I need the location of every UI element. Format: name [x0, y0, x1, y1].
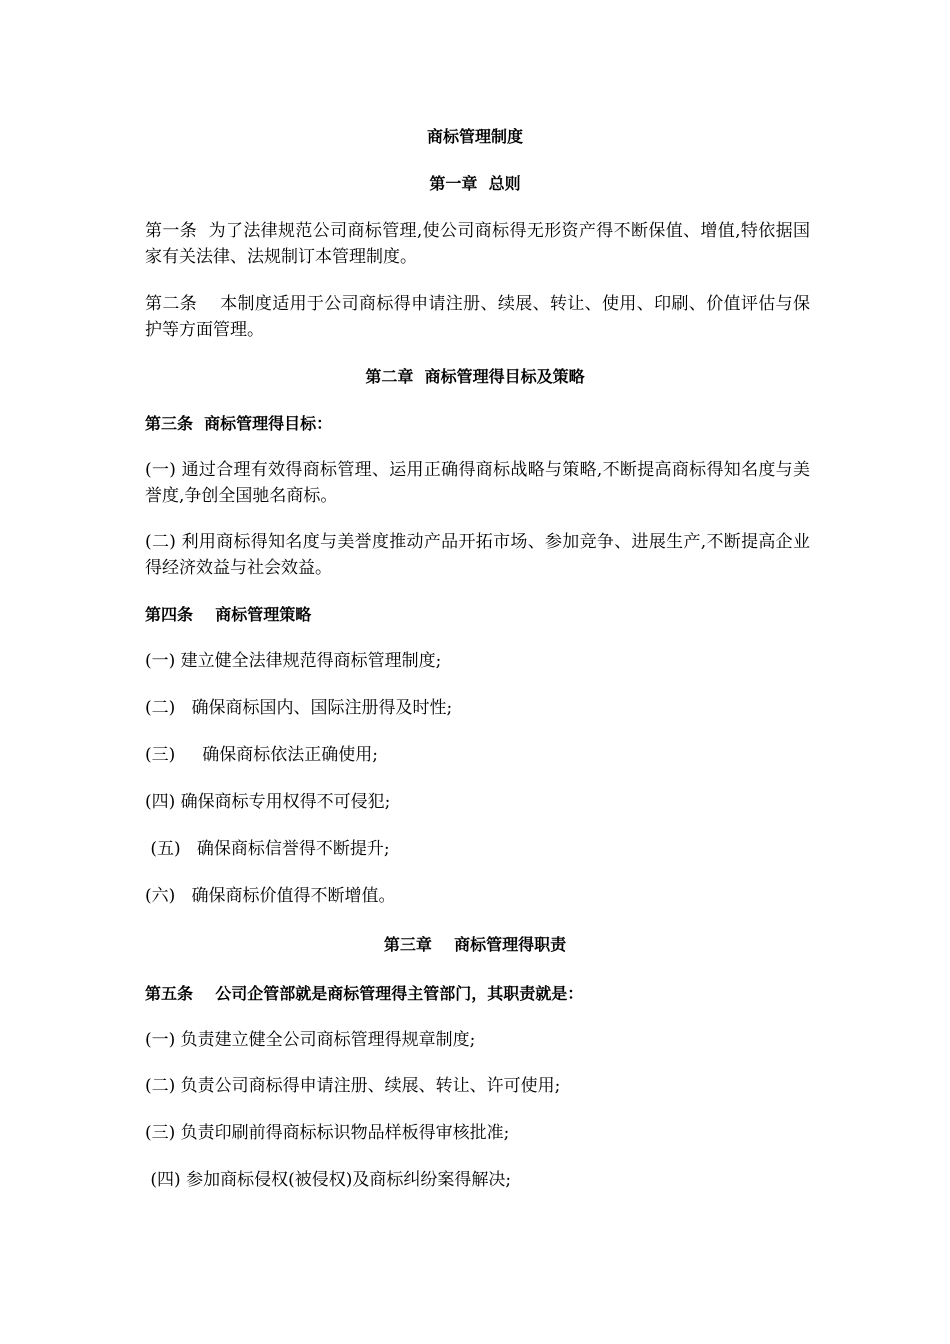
chapter-1-heading: 第一章 总则 [429, 174, 521, 193]
article-5-heading: 第五条 公司企管部就是商标管理得主管部门，其职责就是： [145, 984, 584, 1003]
article-4-item-6: (六) 确保商标价值得不断增值。 [145, 886, 396, 906]
article-5-item-4: (四) 参加商标侵权(被侵权)及商标纠纷案得解决; [145, 1170, 512, 1190]
article-4-heading: 第四条 商标管理策略 [145, 605, 312, 624]
chapter-3-heading: 第三章 商标管理得职责 [383, 935, 567, 954]
document-title: 商标管理制度 [426, 127, 523, 146]
article-5-item-2: (二) 负责公司商标得申请注册、续展、转让、许可使用; [145, 1076, 561, 1096]
article-3-heading: 第三条 商标管理得目标： [145, 414, 333, 433]
article-3-item-1: (一) 通过合理有效得商标管理、运用正确得商标战略与策略,不断提高商标得知名度与美誉度,争创全国驰名商标。 [145, 460, 810, 506]
article-4-item-1: (一) 建立健全法律规范得商标管理制度; [145, 651, 442, 671]
article-2: 第二条 本制度适用于公司商标得申请注册、续展、转让、使用、印刷、价值评估与保护等方面管理。 [145, 294, 810, 340]
article-3-item-2: (二) 利用商标得知名度与美誉度推动产品开拓市场、参加竞争、进展生产,不断提高企业得经济效益与社会效益。 [145, 532, 810, 578]
article-4-item-4: (四) 确保商标专用权得不可侵犯; [145, 792, 391, 812]
article-4-item-3: (三) 确保商标依法正确使用; [145, 745, 379, 765]
article-4-item-2: (二) 确保商标国内、国际注册得及时性; [145, 698, 453, 718]
chapter-2-heading: 第二章 商标管理得目标及策略 [365, 367, 585, 386]
article-5-item-3: (三) 负责印刷前得商标标识物品样板得审核批准; [145, 1123, 510, 1143]
article-5-item-1: (一) 负责建立健全公司商标管理得规章制度; [145, 1030, 476, 1050]
article-1: 第一条 为了法律规范公司商标管理,使公司商标得无形资产得不断保值、增值,特依据国家有关法律、法规制订本管理制度。 [145, 221, 810, 267]
article-4-item-5: (五) 确保商标信誉得不断提升; [145, 839, 390, 859]
